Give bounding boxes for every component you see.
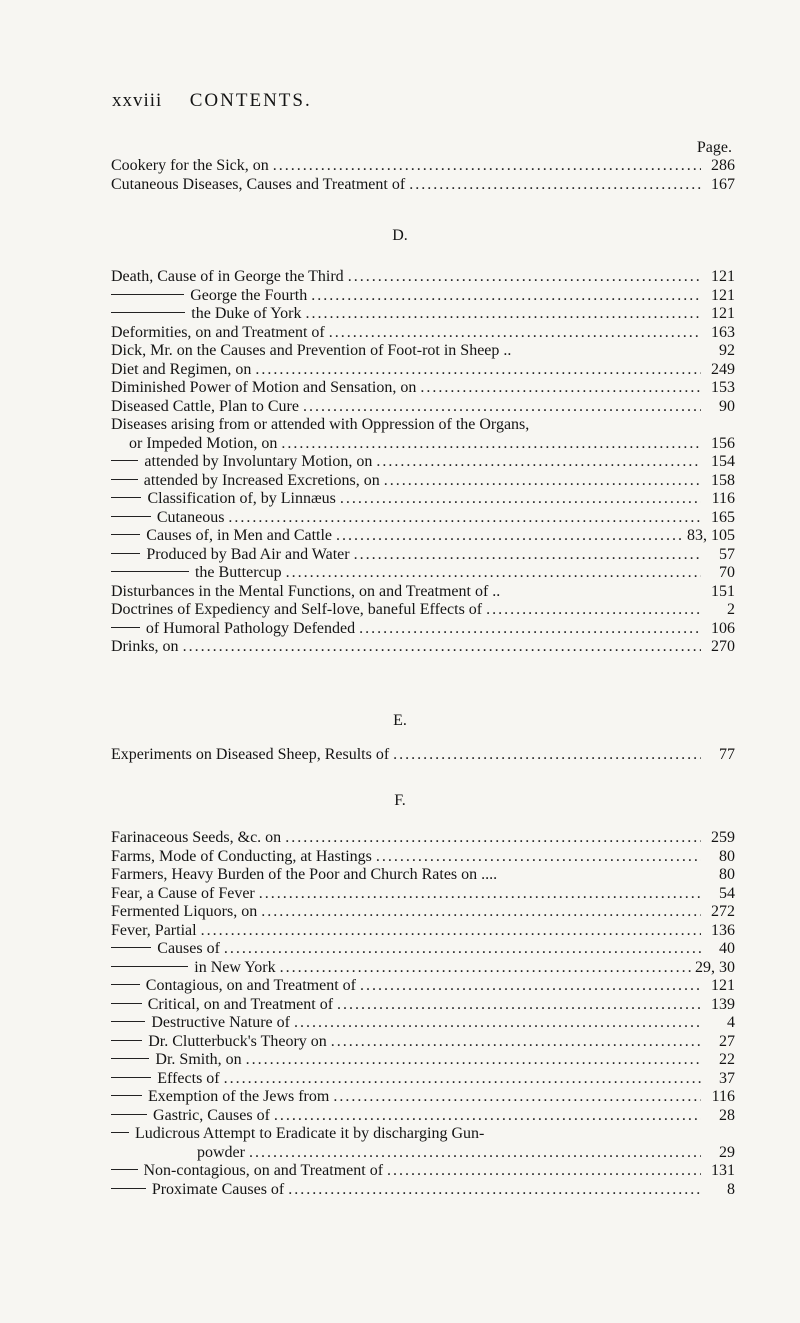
section-letter-e: E. — [393, 712, 407, 729]
toc-entry: Diseases arising from or attended with Oppression of the Organs, — [111, 416, 530, 433]
toc-subentry: Non-contagious, on and Treatment of ..... 131 — [111, 1162, 735, 1181]
toc-entry: Cutaneous Diseases, Causes and Treatment of ..... 167 — [111, 176, 735, 195]
toc-entry: Dick, Mr. on the Causes and Prevention of Foot-rot in Sheep .. 92 — [111, 342, 735, 359]
toc-subentry: of Humoral Pathology Defended ..... 106 — [111, 620, 735, 639]
toc-entry: Farms, Mode of Conducting, at Hastings ..... 80 — [111, 848, 735, 867]
toc-subentry: in New York ..... 29, 30 — [111, 959, 735, 978]
running-head — [112, 90, 312, 112]
toc-subentry: the Duke of York ..... 121 — [111, 305, 735, 324]
toc-entry: Diseased Cattle, Plan to Cure ..... 90 — [111, 398, 735, 417]
toc-entry: Fermented Liquors, on ..... 272 — [111, 903, 735, 922]
toc-entry: Diet and Regimen, on ..... 249 — [111, 361, 735, 380]
toc-subentry: Dr. Smith, on ..... 22 — [111, 1051, 735, 1070]
toc-subentry: Dr. Clutterbuck's Theory on ..... 27 — [111, 1033, 735, 1052]
page-column-label: Page. — [696, 139, 732, 156]
toc-entry: Farinaceous Seeds, &c. on ..... 259 — [111, 829, 735, 848]
toc-subentry: George the Fourth ..... 121 — [111, 287, 735, 306]
toc-subentry: Causes of ..... 40 — [111, 940, 735, 959]
section-letter-f: F. — [394, 792, 406, 809]
toc-entry: Deformities, on and Treatment of ..... 163 — [111, 324, 735, 343]
page-title: CONTENTS. — [189, 90, 312, 111]
toc-entry: Death, Cause of in George the Third ..... 121 — [111, 268, 735, 287]
toc-entry: Diminished Power of Motion and Sensation, on ..... 153 — [111, 379, 735, 398]
toc-entry: Fever, Partial ..... 136 — [111, 922, 735, 941]
toc-entry: Cookery for the Sick, on ..... 286 — [111, 157, 735, 176]
toc-entry: Disturbances in the Mental Functions, on and Treatment of .. 151 — [111, 582, 735, 600]
toc-section-c — [111, 157, 735, 194]
toc-subentry: attended by Involuntary Motion, on ..... 154 — [111, 453, 735, 472]
toc-subentry: Exemption of the Jews from ..... 116 — [111, 1088, 735, 1107]
toc-subentry: Destructive Nature of ..... 4 — [111, 1014, 735, 1033]
section-letter-d: D. — [392, 227, 408, 244]
toc-subentry: Ludicrous Attempt to Eradicate it by discharging Gun- — [111, 1125, 735, 1144]
toc-subentry: attended by Increased Excretions, on ..... 158 — [111, 472, 735, 491]
toc-subentry: Critical, on and Treatment of ..... 139 — [111, 996, 735, 1015]
toc-entry: Doctrines of Expediency and Self-love, baneful Effects of ..... 2 — [111, 601, 735, 620]
toc-section-f — [111, 829, 735, 1199]
toc-subentry: Proximate Causes of ..... 8 — [111, 1181, 735, 1200]
toc-entry-continuation: powder ..... 29 — [111, 1144, 735, 1163]
toc-section-d — [111, 268, 735, 657]
toc-subentry: Cutaneous ..... 165 — [111, 509, 735, 528]
toc-entry: Drinks, on ..... 270 — [111, 638, 735, 657]
toc-entry: Fear, a Cause of Fever ..... 54 — [111, 885, 735, 904]
toc-section-e — [111, 746, 735, 765]
toc-entry-continuation: or Impeded Motion, on ..... 156 — [111, 435, 735, 454]
toc-subentry: Classification of, by Linnæus ..... 116 — [111, 490, 735, 509]
toc-subentry: Produced by Bad Air and Water ..... 57 — [111, 546, 735, 565]
toc-subentry: Gastric, Causes of ..... 28 — [111, 1107, 735, 1126]
page-folio: xxviii — [112, 90, 163, 111]
toc-entry: Farmers, Heavy Burden of the Poor and Church Rates on .... 80 — [111, 866, 735, 883]
toc-subentry: Effects of ..... 37 — [111, 1070, 735, 1089]
toc-subentry: Causes of, in Men and Cattle ..... 83, 105 — [111, 527, 735, 546]
toc-subentry: Contagious, on and Treatment of ..... 121 — [111, 977, 735, 996]
toc-entry: Experiments on Diseased Sheep, Results of ..... 77 — [111, 746, 735, 765]
toc-subentry: the Buttercup ..... 70 — [111, 564, 735, 583]
